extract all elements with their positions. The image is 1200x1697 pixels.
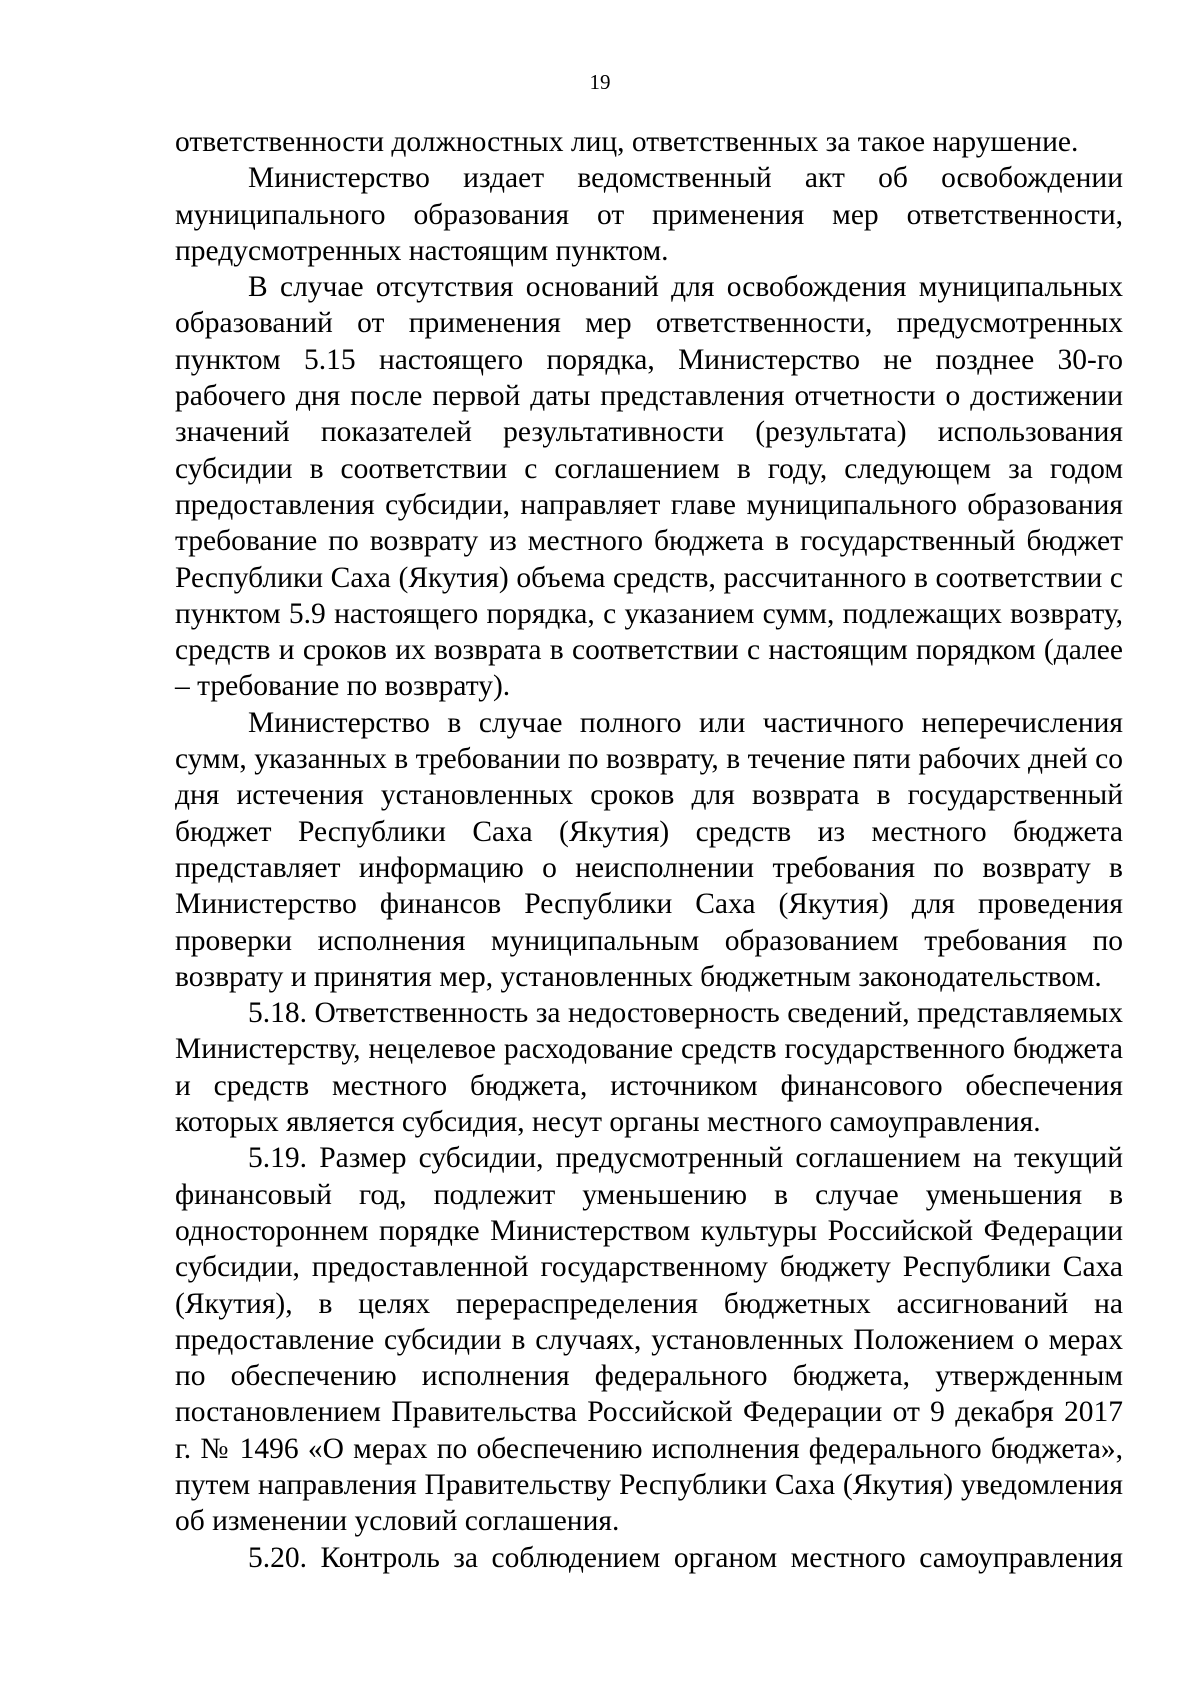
page-number: 19 [589,70,611,94]
paragraph-exemption-act: Министерство издает ведомственный акт об освобождении муниципального образования от применения мер ответственности, предусмотренных настоящим пунктом. [175,162,1123,267]
paragraph-clause-5-18: 5.18. Ответственность за недостоверность сведений, представляемых Министерству, нецелевое расходование средств государственного бюджета и средств местного бюджета, источником финансового обеспечения которых является субсидия, несут органы местного самоуправления. [175,997,1123,1139]
paragraph-clause-5-20: 5.20. Контроль за соблюдением органом местного самоуправления [248,1541,1123,1574]
document-body [175,124,1123,1576]
paragraph-refund-demand: В случае отсутствия оснований для освобождения муниципальных образований от применения мер ответственности, предусмотренных пунктом 5.15 настоящего порядка, Министерство не позднее 30-го рабочего дня после первой даты представления отчетности о достижении значений показателей результативности (результата) использования субсидии в соответствии с соглашением в году, следующем за годом предоставления субсидии, направляет главе муниципального образования требование по возврату из местного бюджета в государственный бюджет Республики Саха (Якутия) объема средств, рассчитанного в соответствии с пунктом 5.9 настоящего порядка, с указанием сумм, подлежащих возврату, средств и сроков их возврата в соответствии с настоящим порядком (далее – требование по возврату). [175,271,1123,703]
paragraph-non-transfer-info: Министерство в случае полного или частичного неперечисления сумм, указанных в требовании по возврату, в течение пяти рабочих дней со дня истечения установленных сроков для возврата в государственный бюджет Республики Саха (Якутия) средств из местного бюджета представляет информацию о неисполнении требования по возврату в Министерство финансов Республики Саха (Якутия) для проведения проверки исполнения муниципальным образованием требования по возврату и принятия мер, установленных бюджетным законодательством. [175,706,1123,993]
paragraph-continuation: ответственности должностных лиц, ответственных за такое нарушение. [175,126,1079,158]
paragraph-clause-5-19: 5.19. Размер субсидии, предусмотренный соглашением на текущий финансовый год, подлежит уменьшению в случае уменьшения в одностороннем порядке Министерством культуры Российской Федерации субсидии, предоставленной государственному бюджету Республики Саха (Якутия), в целях перераспределения бюджетных ассигнований на предоставление субсидии в случаях, установленных Положением о мерах по обеспечению исполнения федерального бюджета, утвержденным постановлением Правительства Российской Федерации от 9 декабря 2017 г. № 1496 «О мерах по обеспечению исполнения федерального бюджета», путем направления Правительству Республики Саха (Якутия) уведомления об изменении условий соглашения. [175,1142,1123,1538]
